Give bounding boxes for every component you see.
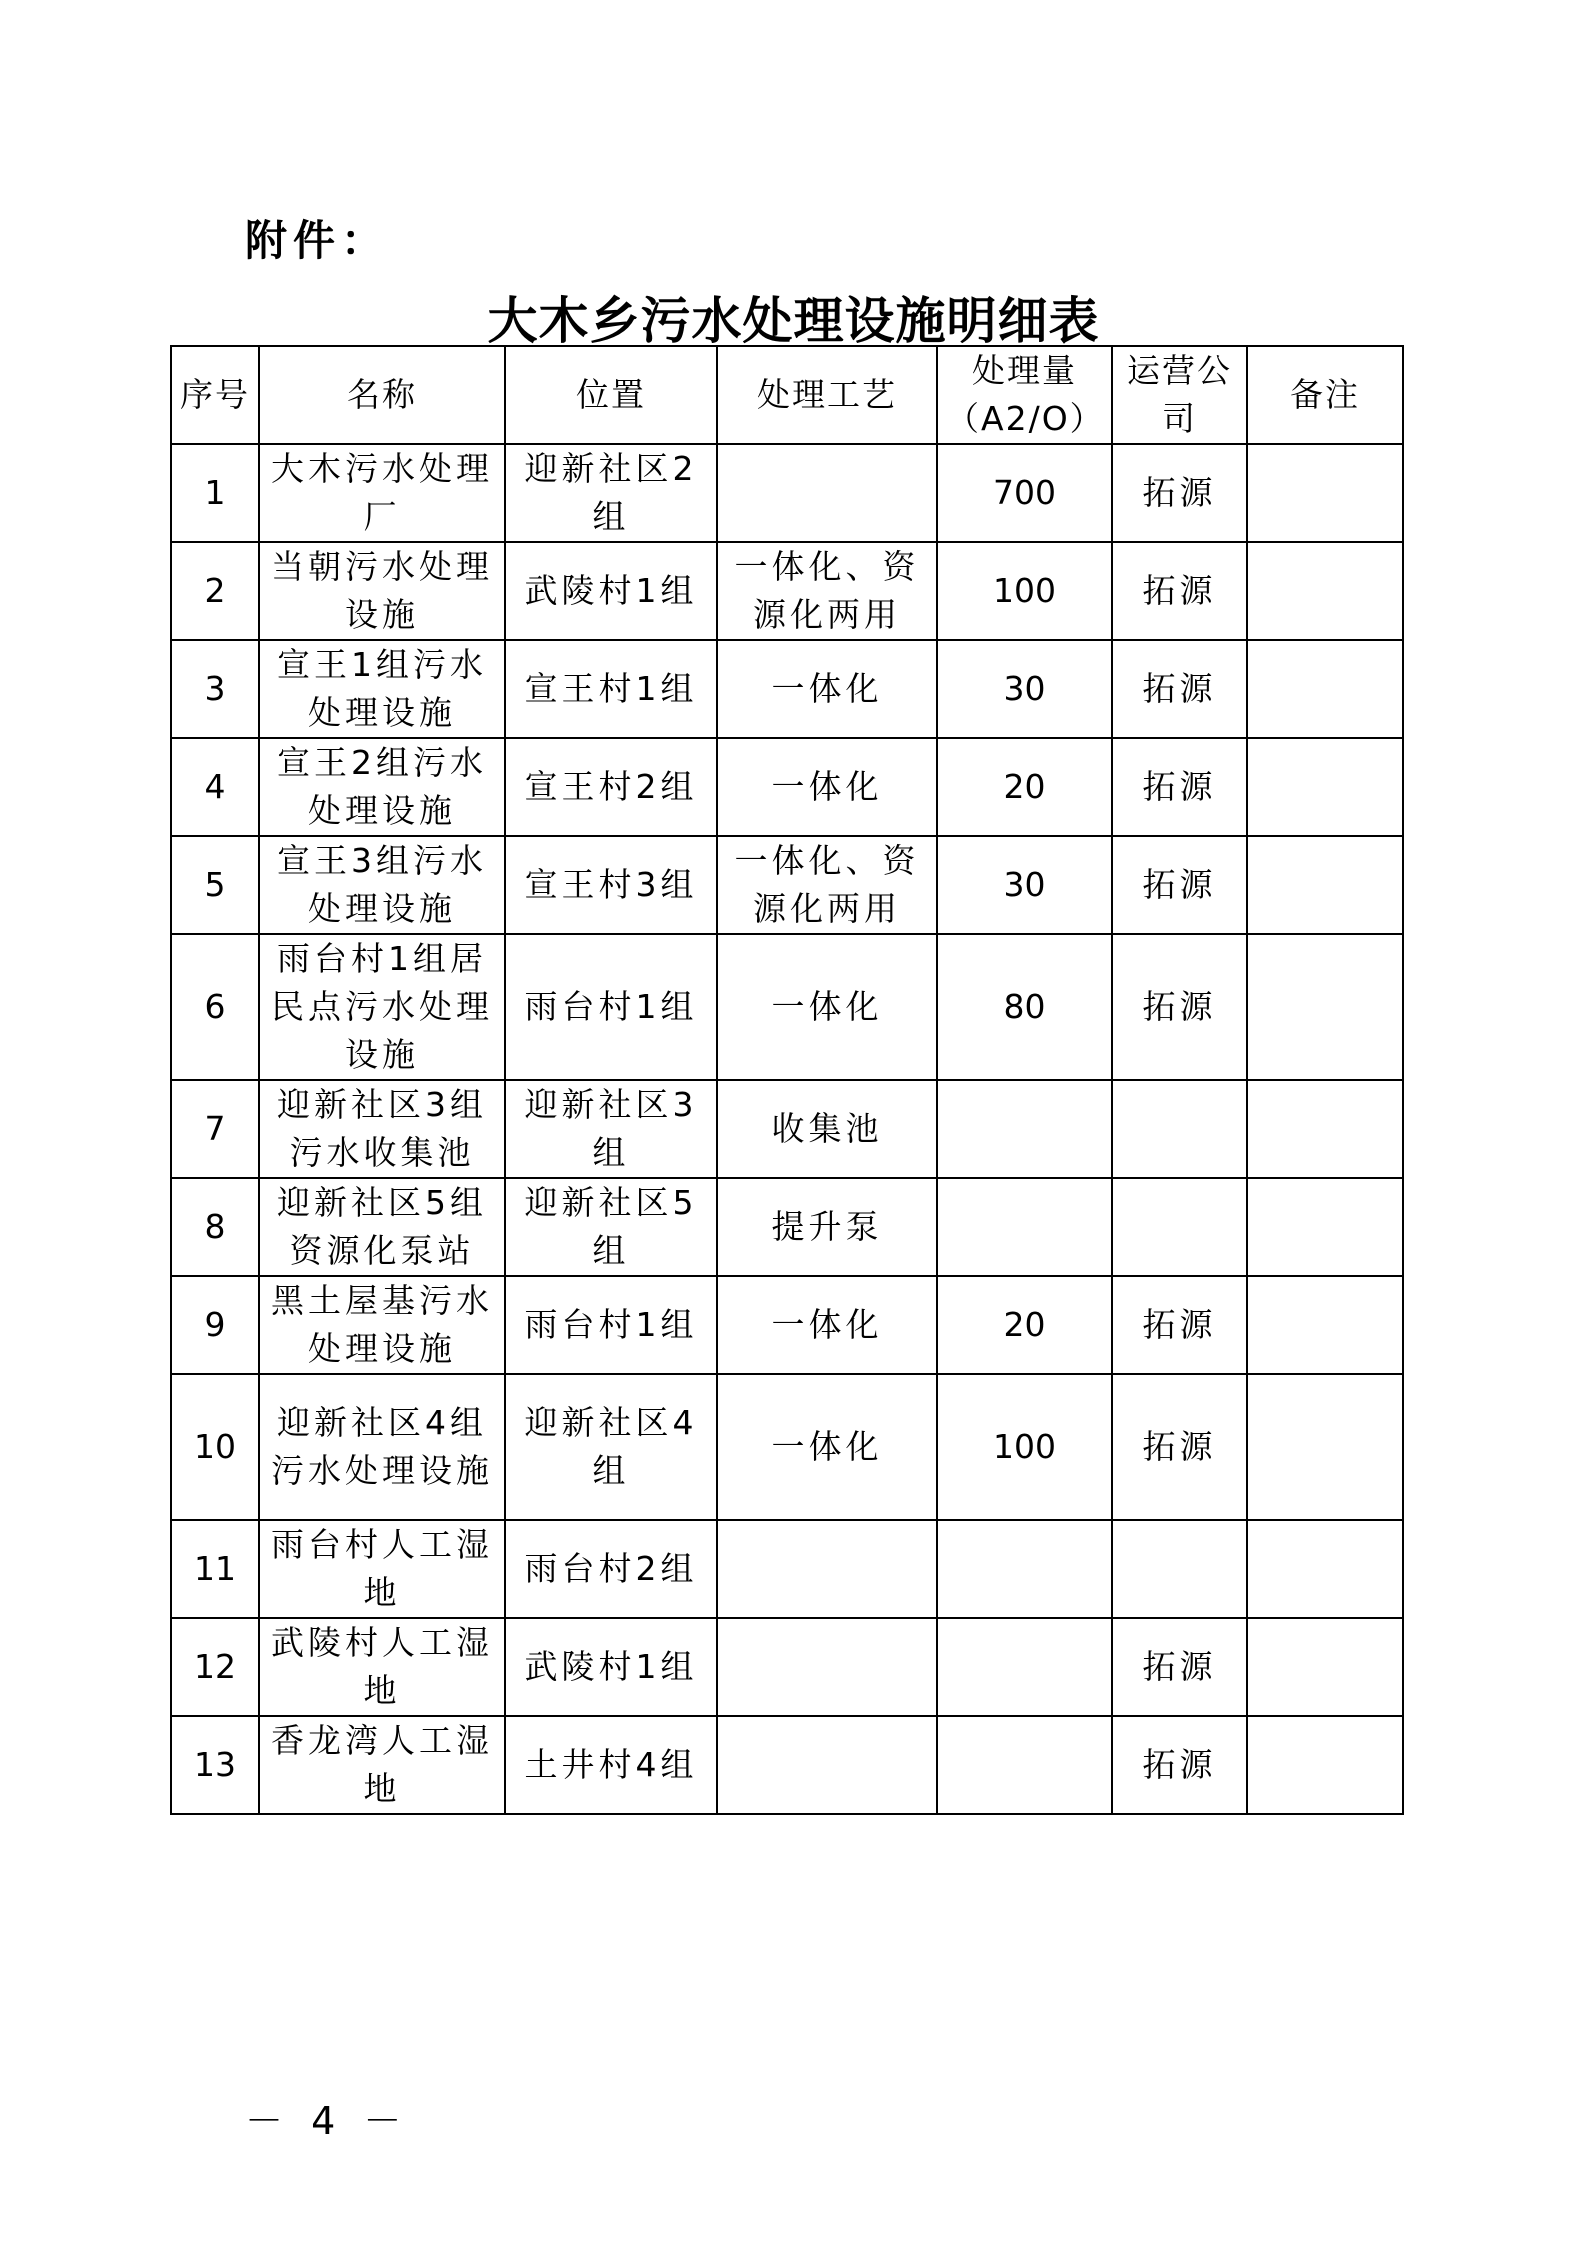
cell-process <box>717 444 937 542</box>
cell-name: 迎新社区3组污水收集池 <box>259 1080 505 1178</box>
cell-location: 雨台村2组 <box>505 1520 717 1618</box>
table-row <box>171 1520 1403 1618</box>
cell-name: 迎新社区5组资源化泵站 <box>259 1178 505 1276</box>
table-row <box>171 1080 1403 1178</box>
cell-name: 宣王2组污水处理设施 <box>259 738 505 836</box>
page-number: － 4 － <box>245 2099 410 2143</box>
header-location: 位置 <box>505 346 717 444</box>
cell-index: 2 <box>171 542 259 640</box>
cell-index: 7 <box>171 1080 259 1178</box>
cell-location: 武陵村1组 <box>505 1618 717 1716</box>
attachment-label: 附件： <box>245 216 390 265</box>
table-row <box>171 1178 1403 1276</box>
cell-operator: 拓源 <box>1112 640 1247 738</box>
cell-remark <box>1247 1618 1403 1716</box>
cell-location: 雨台村1组 <box>505 1276 717 1374</box>
cell-remark <box>1247 1520 1403 1618</box>
cell-process: 一体化 <box>717 738 937 836</box>
facility-table <box>170 345 1404 1815</box>
cell-capacity: 20 <box>937 1276 1112 1374</box>
table-row <box>171 542 1403 640</box>
cell-remark <box>1247 444 1403 542</box>
cell-name: 宣王3组污水处理设施 <box>259 836 505 934</box>
cell-process: 一体化 <box>717 1276 937 1374</box>
table-row <box>171 1374 1403 1520</box>
cell-process: 一体化、资源化两用 <box>717 836 937 934</box>
table-row <box>171 1618 1403 1716</box>
cell-capacity <box>937 1178 1112 1276</box>
cell-process <box>717 1716 937 1814</box>
cell-name: 香龙湾人工湿地 <box>259 1716 505 1814</box>
table-header-row <box>171 346 1403 444</box>
cell-operator: 拓源 <box>1112 1276 1247 1374</box>
cell-remark <box>1247 1276 1403 1374</box>
cell-process: 收集池 <box>717 1080 937 1178</box>
table-row <box>171 1716 1403 1814</box>
table-row <box>171 1276 1403 1374</box>
cell-name: 雨台村1组居民点污水处理设施 <box>259 934 505 1080</box>
cell-location: 雨台村1组 <box>505 934 717 1080</box>
table-row <box>171 836 1403 934</box>
cell-location: 宣王村1组 <box>505 640 717 738</box>
cell-operator: 拓源 <box>1112 738 1247 836</box>
cell-process: 一体化、资源化两用 <box>717 542 937 640</box>
cell-remark <box>1247 1178 1403 1276</box>
cell-name: 雨台村人工湿地 <box>259 1520 505 1618</box>
header-process: 处理工艺 <box>717 346 937 444</box>
cell-remark <box>1247 1080 1403 1178</box>
cell-index: 12 <box>171 1618 259 1716</box>
cell-operator: 拓源 <box>1112 1374 1247 1520</box>
cell-remark <box>1247 934 1403 1080</box>
cell-location: 迎新社区5组 <box>505 1178 717 1276</box>
cell-location: 迎新社区3组 <box>505 1080 717 1178</box>
cell-capacity: 100 <box>937 1374 1112 1520</box>
table-row <box>171 738 1403 836</box>
cell-operator: 拓源 <box>1112 444 1247 542</box>
cell-process: 提升泵 <box>717 1178 937 1276</box>
cell-capacity: 20 <box>937 738 1112 836</box>
cell-capacity: 700 <box>937 444 1112 542</box>
header-operator: 运营公司 <box>1112 346 1247 444</box>
cell-index: 6 <box>171 934 259 1080</box>
cell-location: 土井村4组 <box>505 1716 717 1814</box>
cell-index: 10 <box>171 1374 259 1520</box>
cell-process <box>717 1618 937 1716</box>
cell-remark <box>1247 1374 1403 1520</box>
cell-name: 大木污水处理厂 <box>259 444 505 542</box>
cell-capacity <box>937 1080 1112 1178</box>
cell-process <box>717 1520 937 1618</box>
cell-capacity: 100 <box>937 542 1112 640</box>
cell-remark <box>1247 738 1403 836</box>
cell-name: 武陵村人工湿地 <box>259 1618 505 1716</box>
cell-name: 迎新社区4组污水处理设施 <box>259 1374 505 1520</box>
cell-index: 1 <box>171 444 259 542</box>
header-remark: 备注 <box>1247 346 1403 444</box>
cell-operator <box>1112 1080 1247 1178</box>
table-row <box>171 444 1403 542</box>
cell-remark <box>1247 542 1403 640</box>
table-row <box>171 934 1403 1080</box>
cell-index: 13 <box>171 1716 259 1814</box>
table-row <box>171 640 1403 738</box>
cell-process: 一体化 <box>717 934 937 1080</box>
cell-remark <box>1247 1716 1403 1814</box>
cell-capacity <box>937 1716 1112 1814</box>
cell-capacity: 30 <box>937 836 1112 934</box>
cell-operator: 拓源 <box>1112 1618 1247 1716</box>
cell-remark <box>1247 640 1403 738</box>
header-capacity: 处理量（A2/O） <box>937 346 1112 444</box>
cell-remark <box>1247 836 1403 934</box>
cell-location: 迎新社区4组 <box>505 1374 717 1520</box>
cell-capacity <box>937 1618 1112 1716</box>
document-title: 大木乡污水处理设施明细表 <box>487 291 1100 350</box>
cell-capacity: 80 <box>937 934 1112 1080</box>
cell-location: 迎新社区2组 <box>505 444 717 542</box>
cell-location: 宣王村3组 <box>505 836 717 934</box>
cell-operator: 拓源 <box>1112 934 1247 1080</box>
cell-index: 3 <box>171 640 259 738</box>
header-index: 序号 <box>171 346 259 444</box>
cell-operator: 拓源 <box>1112 836 1247 934</box>
cell-name: 黑土屋基污水处理设施 <box>259 1276 505 1374</box>
cell-index: 8 <box>171 1178 259 1276</box>
cell-operator: 拓源 <box>1112 1716 1247 1814</box>
cell-operator <box>1112 1178 1247 1276</box>
cell-capacity: 30 <box>937 640 1112 738</box>
cell-location: 武陵村1组 <box>505 542 717 640</box>
cell-name: 宣王1组污水处理设施 <box>259 640 505 738</box>
header-name: 名称 <box>259 346 505 444</box>
cell-index: 4 <box>171 738 259 836</box>
cell-index: 11 <box>171 1520 259 1618</box>
cell-operator <box>1112 1520 1247 1618</box>
cell-index: 5 <box>171 836 259 934</box>
cell-name: 当朝污水处理设施 <box>259 542 505 640</box>
cell-index: 9 <box>171 1276 259 1374</box>
cell-process: 一体化 <box>717 640 937 738</box>
cell-process: 一体化 <box>717 1374 937 1520</box>
cell-location: 宣王村2组 <box>505 738 717 836</box>
cell-capacity <box>937 1520 1112 1618</box>
cell-operator: 拓源 <box>1112 542 1247 640</box>
